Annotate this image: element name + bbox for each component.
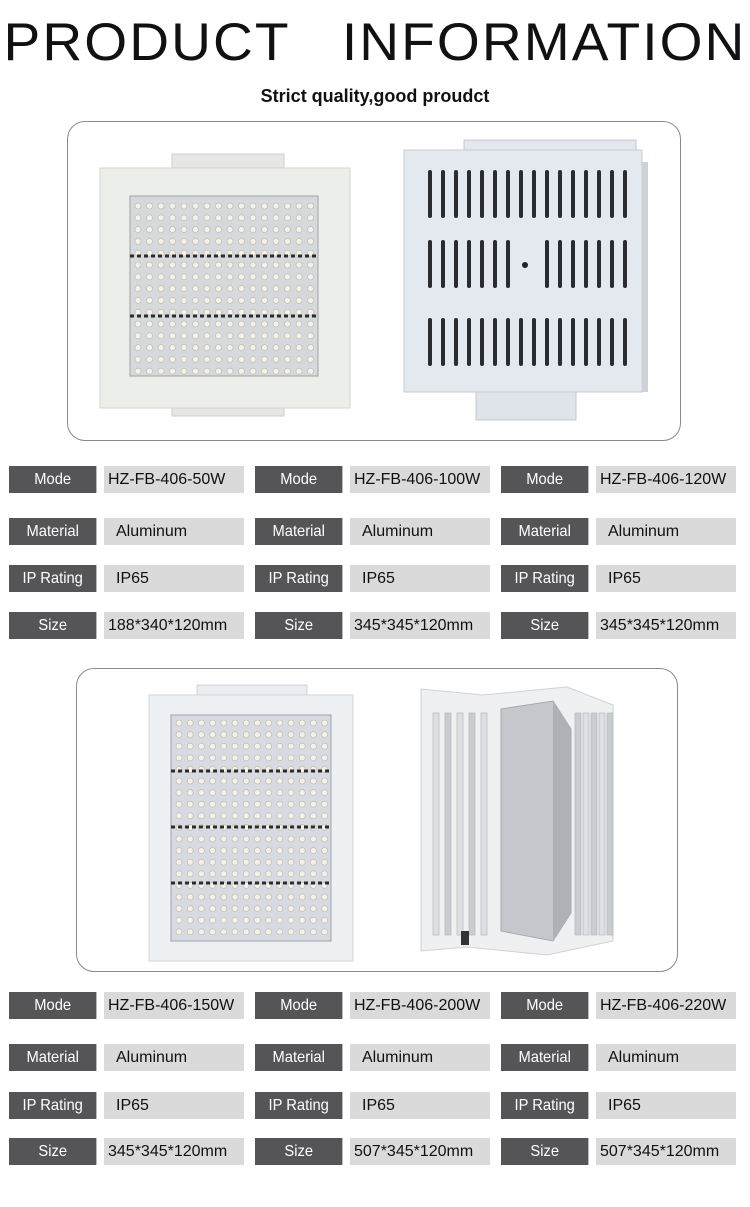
spec-value-material: Aluminum (350, 518, 490, 545)
spec-label-ip-rating: IP Rating (501, 565, 588, 592)
spec-label-material: Material (501, 518, 588, 545)
spec-label-material: Material (9, 518, 96, 545)
page-title: PRODUCT INFORMATION (3, 13, 747, 72)
spec-value-size: 345*345*120mm (350, 612, 490, 639)
spec-label-ip-rating: IP Rating (9, 565, 96, 592)
spec-value-material: Aluminum (104, 518, 244, 545)
spec-label-mode: Mode (255, 992, 342, 1019)
spec-value-ip-rating: IP65 (596, 1092, 736, 1119)
spec-label-mode: Mode (501, 466, 588, 493)
spec-label-size: Size (9, 612, 96, 639)
spec-value-material: Aluminum (350, 1044, 490, 1071)
spec-value-mode: HZ-FB-406-50W (104, 466, 244, 493)
spec-label-material: Material (255, 1044, 342, 1071)
spec-label-size: Size (9, 1138, 96, 1165)
spec-label-size: Size (255, 1138, 342, 1165)
spec-value-mode: HZ-FB-406-120W (596, 466, 736, 493)
spec-value-mode: HZ-FB-406-200W (350, 992, 490, 1019)
spec-value-size: 507*345*120mm (596, 1138, 736, 1165)
spec-value-material: Aluminum (596, 1044, 736, 1071)
spec-label-ip-rating: IP Rating (255, 1092, 342, 1119)
spec-label-ip-rating: IP Rating (9, 1092, 96, 1119)
spec-value-size: 345*345*120mm (104, 1138, 244, 1165)
spec-value-material: Aluminum (104, 1044, 244, 1071)
spec-value-ip-rating: IP65 (350, 1092, 490, 1119)
spec-label-size: Size (501, 1138, 588, 1165)
led-canopy-light-large-image (77, 669, 677, 971)
spec-label-mode: Mode (255, 466, 342, 493)
spec-label-material: Material (501, 1044, 588, 1071)
spec-value-size: 507*345*120mm (350, 1138, 490, 1165)
spec-label-mode: Mode (9, 992, 96, 1019)
spec-value-mode: HZ-FB-406-220W (596, 992, 736, 1019)
spec-value-ip-rating: IP65 (596, 565, 736, 592)
spec-label-ip-rating: IP Rating (501, 1092, 588, 1119)
spec-value-mode: HZ-FB-406-100W (350, 466, 490, 493)
product-photo-frame-1 (67, 121, 681, 441)
spec-label-size: Size (255, 612, 342, 639)
spec-value-size: 345*345*120mm (596, 612, 736, 639)
page-subtitle: Strict quality,good proudct (260, 86, 490, 106)
spec-value-ip-rating: IP65 (104, 1092, 244, 1119)
spec-value-size: 188*340*120mm (104, 612, 244, 639)
spec-label-size: Size (501, 612, 588, 639)
spec-value-ip-rating: IP65 (350, 565, 490, 592)
led-canopy-light-front-image (68, 122, 680, 440)
spec-value-material: Aluminum (596, 518, 736, 545)
spec-label-mode: Mode (501, 992, 588, 1019)
spec-label-ip-rating: IP Rating (255, 565, 342, 592)
product-photo-frame-2 (76, 668, 678, 972)
spec-label-mode: Mode (9, 466, 96, 493)
spec-label-material: Material (9, 1044, 96, 1071)
spec-value-mode: HZ-FB-406-150W (104, 992, 244, 1019)
spec-label-material: Material (255, 518, 342, 545)
spec-value-ip-rating: IP65 (104, 565, 244, 592)
